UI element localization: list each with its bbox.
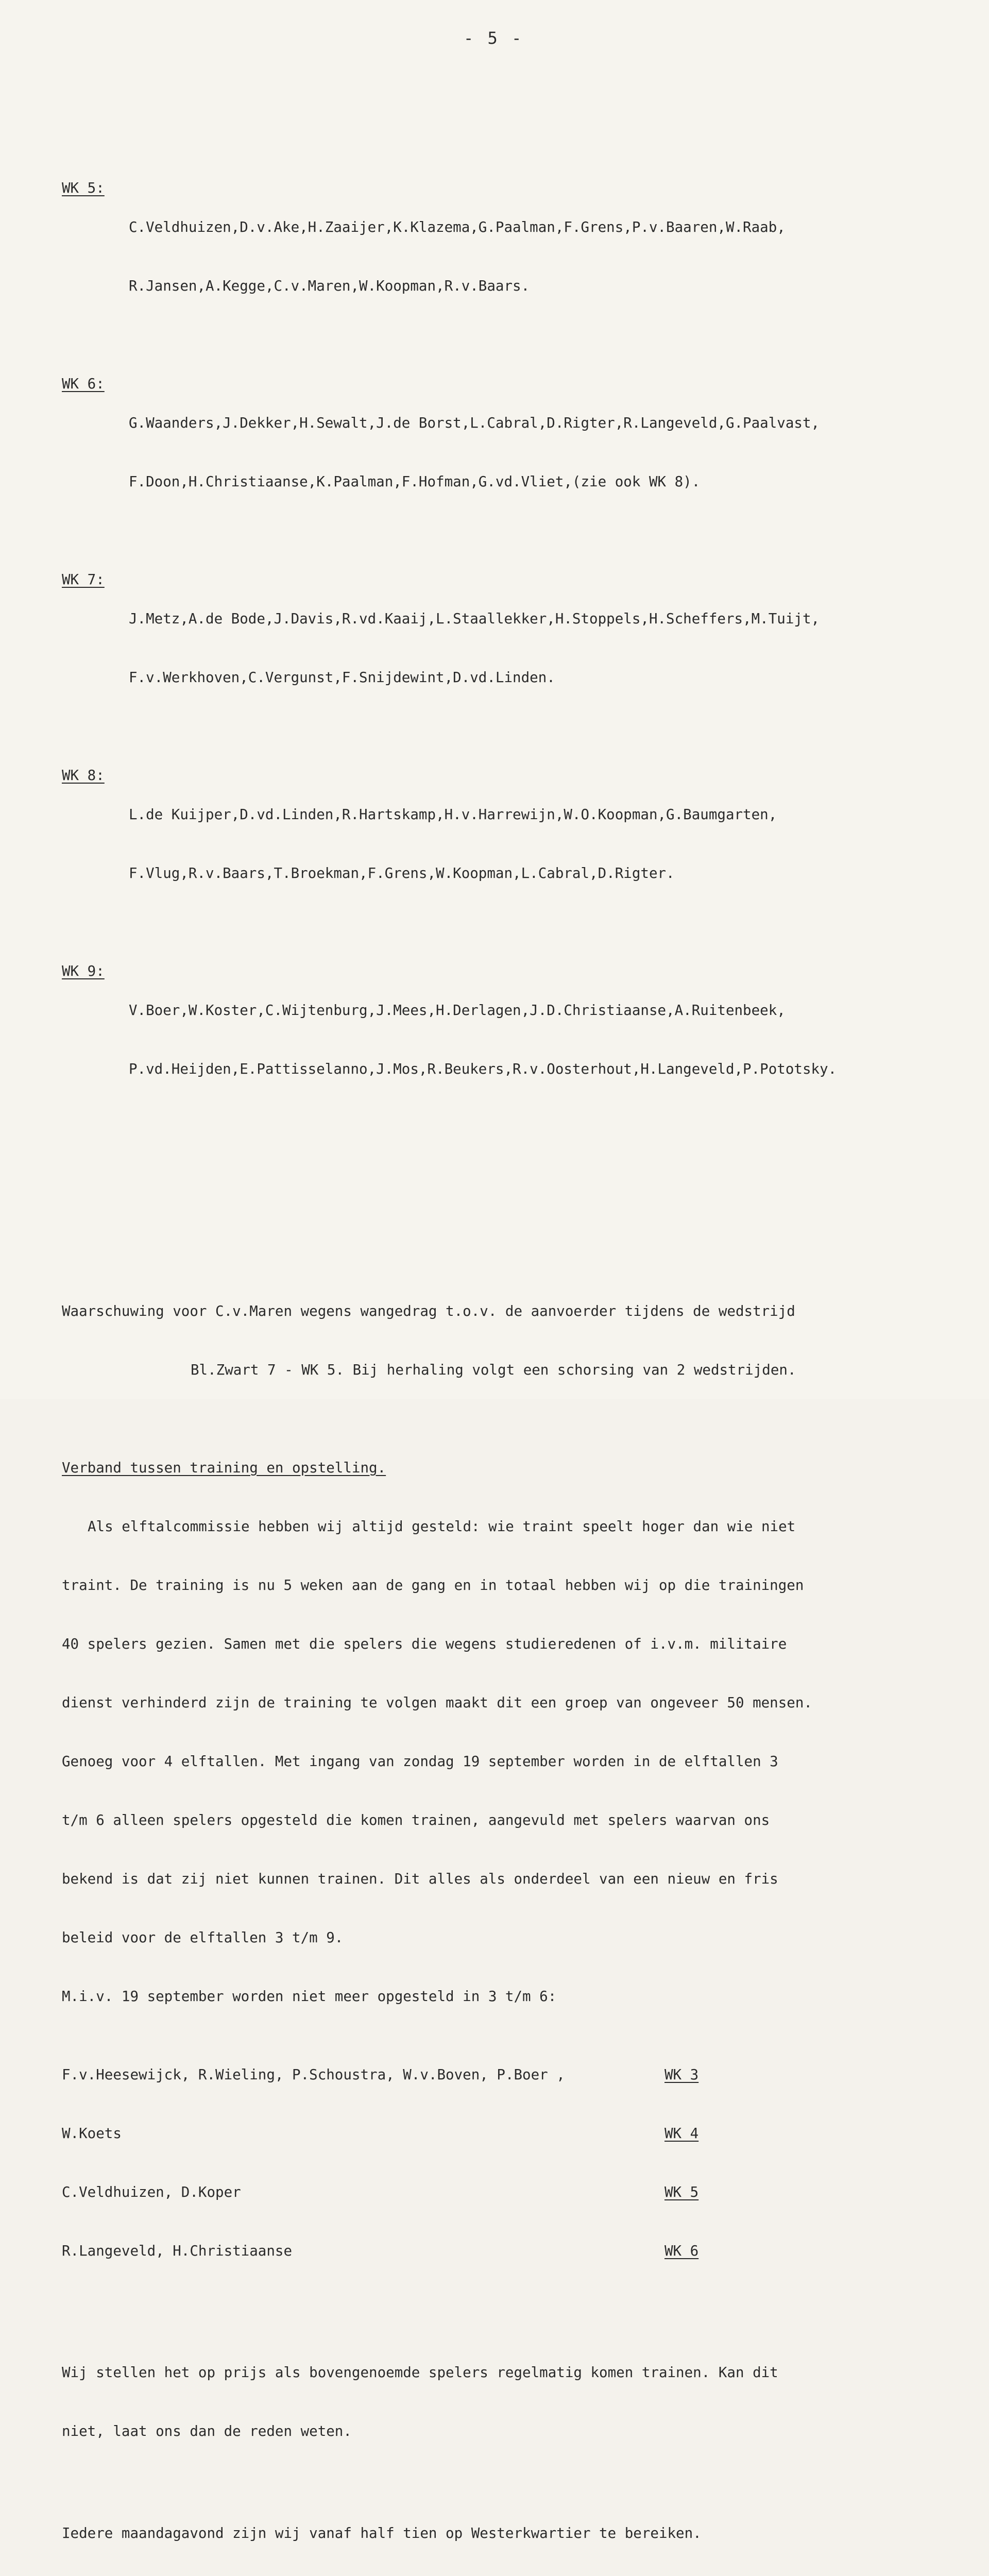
document-body	[62, 61, 948, 2576]
team-label: WK 9:	[62, 963, 105, 979]
not-selected-row	[62, 2065, 948, 2084]
training-paragraph-line: traint. De training is nu 5 weken aan de gang en in totaal hebben wij op die trainingen	[62, 1577, 804, 1594]
not-selected-row	[62, 2182, 948, 2202]
not-selected-row	[62, 2241, 948, 2261]
team-list-wk5	[62, 178, 948, 335]
training-heading: Verband tussen training en opstelling.	[62, 1460, 386, 1476]
team-line: L.de Kuijper,D.vd.Linden,R.Hartskamp,H.v.Harrewijn,W.O.Koopman,G.Baumgarten,	[129, 806, 777, 823]
team-line: F.Doon,H.Christiaanse,K.Paalman,F.Hofman,G.vd.Vliet,(zie ook WK 8).	[129, 473, 701, 490]
not-selected-team: WK 5	[664, 2184, 699, 2200]
monday-line: Iedere maandagavond zijn wij vanaf half tien op Westerkwartier te bereiken.	[62, 2525, 702, 2541]
not-selected-names: F.v.Heesewijck, R.Wieling, P.Schoustra, W.v.Boven, P.Boer ,	[62, 2066, 565, 2083]
not-selected-names: R.Langeveld, H.Christiaanse	[62, 2243, 293, 2259]
not-selected-team: WK 6	[664, 2243, 699, 2259]
training-paragraph-line: bekend is dat zij niet kunnen trainen. Dit alles als onderdeel van een nieuw en fris	[62, 1871, 778, 1887]
not-selected-team: WK 3	[664, 2066, 699, 2083]
training-paragraph-line: dienst verhinderd zijn de training te volgen maakt dit een groep van ongeveer 50 mensen.	[62, 1694, 812, 1711]
training-paragraph-line: Als elftalcommissie hebben wij altijd gesteld: wie traint speelt hoger dan wie niet	[88, 1518, 796, 1535]
team-line: V.Boer,W.Koster,C.Wijtenburg,J.Mees,H.Derlagen,J.D.Christiaanse,A.Ruitenbeek,	[129, 1002, 786, 1019]
team-line: P.vd.Heijden,E.Pattisselanno,J.Mos,R.Beukers,R.v.Oosterhout,H.Langeveld,P.Pototsky.	[129, 1061, 837, 1077]
team-line: F.v.Werkhoven,C.Vergunst,F.Snijdewint,D.vd.Linden.	[129, 669, 555, 686]
team-line: J.Metz,A.de Bode,J.Davis,R.vd.Kaaij,L.Staallekker,H.Stoppels,H.Scheffers,M.Tuijt,	[129, 611, 820, 627]
team-line: G.Waanders,J.Dekker,H.Sewalt,J.de Borst,L.Cabral,D.Rigter,R.Langeveld,G.Paalvast,	[129, 415, 820, 431]
team-line: C.Veldhuizen,D.v.Ake,H.Zaaijer,K.Klazema,G.Paalman,F.Grens,P.v.Baaren,W.Raab,	[129, 219, 786, 235]
not-selected-names: W.Koets	[62, 2125, 122, 2142]
team-label: WK 6:	[62, 376, 105, 392]
team-list-wk6	[62, 374, 948, 531]
request-line: Wij stellen het op prijs als bovengenoemde spelers regelmatig komen trainen. Kan dit	[62, 2364, 778, 2381]
not-selected-row	[62, 2124, 948, 2143]
page-number: - 5 -	[464, 28, 524, 48]
team-label: WK 7:	[62, 571, 105, 588]
warning-line-1: Waarschuwing voor C.v.Maren wegens wangedrag t.o.v. de aanvoerder tijdens de wedstrijd	[62, 1303, 795, 1319]
team-label: WK 5:	[62, 180, 105, 196]
team-line: F.Vlug,R.v.Baars,T.Broekman,F.Grens,W.Koopman,L.Cabral,D.Rigter.	[129, 865, 675, 882]
training-paragraph-line: beleid voor de elftallen 3 t/m 9.	[62, 1929, 344, 1946]
team-list-wk8	[62, 766, 948, 922]
team-line: R.Jansen,A.Kegge,C.v.Maren,W.Koopman,R.v.Baars.	[129, 278, 530, 294]
request-line: niet, laat ons dan de reden weten.	[62, 2423, 352, 2439]
not-selected-names: C.Veldhuizen, D.Koper	[62, 2184, 241, 2200]
not-selected-team: WK 4	[664, 2125, 699, 2142]
warning-line-2: Bl.Zwart 7 - WK 5. Bij herhaling volgt een schorsing van 2 wedstrijden.	[191, 1362, 796, 1378]
training-paragraph-line: 40 spelers gezien. Samen met die spelers die wegens studieredenen of i.v.m. militaire	[62, 1636, 787, 1652]
training-paragraph-line: t/m 6 alleen spelers opgesteld die komen trainen, aangevuld met spelers waarvan ons	[62, 1812, 770, 1828]
not-selected-intro: M.i.v. 19 september worden niet meer opgesteld in 3 t/m 6:	[62, 1988, 557, 2005]
team-list-wk9	[62, 961, 948, 1118]
team-list-wk7	[62, 570, 948, 726]
team-label: WK 8:	[62, 767, 105, 784]
team-lists	[62, 139, 948, 1157]
training-paragraph-line: Genoeg voor 4 elftallen. Met ingang van zondag 19 september worden in de elftallen 3	[62, 1753, 778, 1770]
